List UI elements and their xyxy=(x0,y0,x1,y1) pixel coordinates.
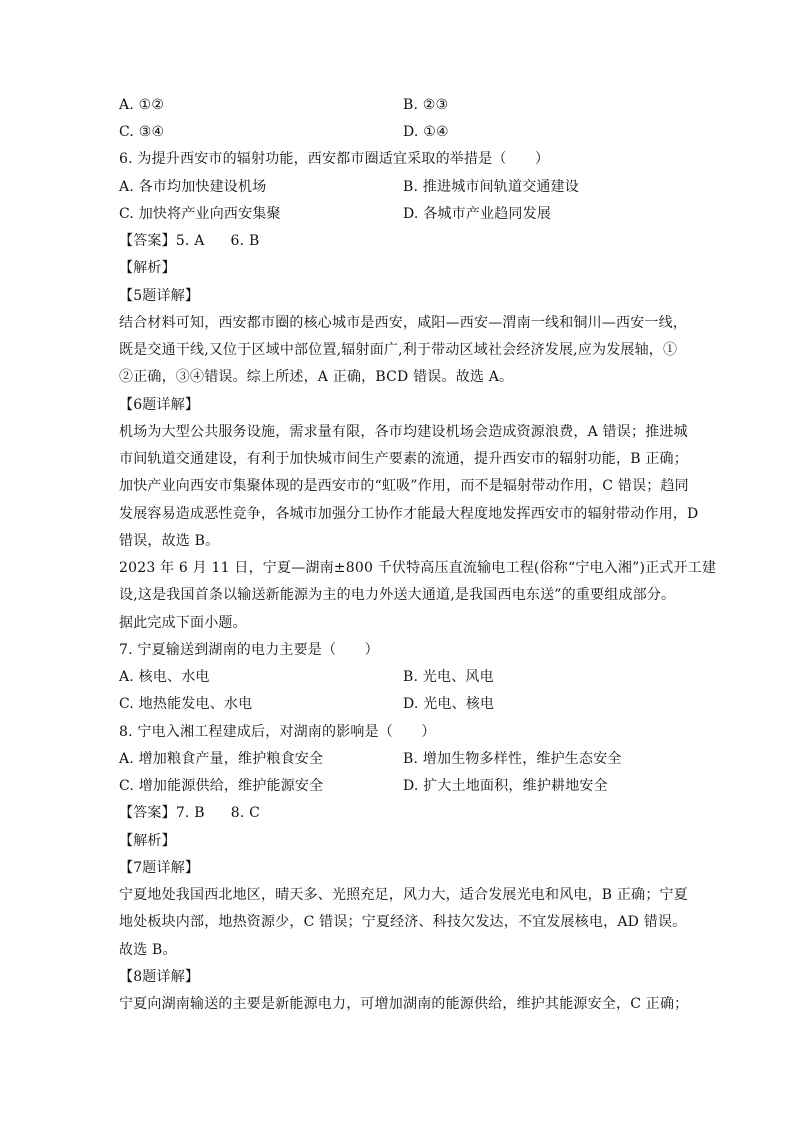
option-b: B. ②③ xyxy=(403,97,449,113)
detail-8-title: 【8题详解】 xyxy=(119,969,200,985)
answer-line-1 xyxy=(119,232,259,250)
material-line: 设,这是我国首条以输送新能源为主的电力外送大通道,是我国西电东送”的重要组成部分。 xyxy=(119,587,676,603)
analysis-heading-2: 【解析】 xyxy=(119,833,176,849)
detail-6-line: 发展容易造成恶性竞争，各城市加强分工协作才能最大程度地发挥西安市的辐射带动作用，D xyxy=(119,506,699,522)
detail-5-line: ②正确，③④错误。综上所述，A 正确，BCD 错误。故选 A。 xyxy=(119,369,514,385)
material-line: 据此完成下面小题。 xyxy=(119,615,247,631)
detail-7-line: 宁夏地处我国西北地区，晴天多、光照充足，风力大，适合发展光电和风电，B 正确；宁夏 xyxy=(119,887,688,903)
q6-option-b: B. 推进城市间轨道交通建设 xyxy=(403,179,579,195)
material-line: 2023 年 6 月 11 日，宁夏—湖南±800 千伏特高压直流输电工程(俗称“宁电入湘”)正式开工建 xyxy=(119,560,717,576)
q8-option-d: D. 扩大土地面积，维护耕地安全 xyxy=(403,778,608,794)
answer-6: 6. B xyxy=(230,233,260,249)
option-d: D. ①④ xyxy=(403,124,449,140)
option-a: A. ①② xyxy=(119,97,165,113)
q8-option-b: B. 增加生物多样性，维护生态安全 xyxy=(403,751,622,767)
q6-option-d: D. 各城市产业趋同发展 xyxy=(403,206,552,222)
answer-line-2 xyxy=(119,804,260,822)
question-8-stem: 8. 宁电入湘工程建成后，对湖南的影响是（ ） xyxy=(119,724,436,740)
detail-6-line: 错误，故选 B。 xyxy=(119,533,220,549)
answer-label: 【答案】 xyxy=(119,233,176,249)
q7-option-a: A. 核电、水电 xyxy=(119,669,210,685)
q7-option-d: D. 光电、核电 xyxy=(403,696,495,712)
detail-7-line: 地处板块内部，地热资源少，C 错误；宁夏经济、科技欠发达，不宜发展核电，AD 错误。 xyxy=(119,914,687,930)
detail-5-line: 结合材料可知，西安都市圈的核心城市是西安，咸阳—西安—渭南一线和铜川—西安一线， xyxy=(119,315,687,331)
detail-7-title: 【7题详解】 xyxy=(119,860,200,876)
answer-5: 5. A xyxy=(175,233,205,249)
detail-6-title: 【6题详解】 xyxy=(119,397,200,413)
detail-6-line: 加快产业向西安市集聚体现的是西安市的“虹吸”作用，而不是辐射带动作用，C 错误；趋同 xyxy=(119,478,689,494)
detail-8-line: 宁夏向湖南输送的主要是新能源电力，可增加湖南的能源供给，维护其能源安全，C 正确； xyxy=(119,996,689,1012)
detail-6-line: 市间轨道交通建设，有利于加快城市间生产要素的流通，提升西安市的辐射功能，B 正确； xyxy=(119,451,688,467)
detail-5-title: 【5题详解】 xyxy=(119,288,200,304)
q7-option-b: B. 光电、风电 xyxy=(403,669,494,685)
q6-option-a: A. 各市均加快建设机场 xyxy=(119,179,267,195)
q6-option-c: C. 加快将产业向西安集聚 xyxy=(119,206,281,222)
answer-label: 【答案】 xyxy=(119,805,176,821)
option-c: C. ③④ xyxy=(119,124,165,140)
detail-7-line: 故选 B。 xyxy=(119,942,177,958)
answer-8: 8. C xyxy=(230,805,261,821)
option-row xyxy=(119,96,164,114)
q7-option-c: C. 地热能发电、水电 xyxy=(119,696,253,712)
question-6-stem: 6. 为提升西安市的辐射功能，西安都市圈适宜采取的举措是（ ） xyxy=(119,151,550,167)
detail-6-line: 机场为大型公共服务设施，需求量有限，各市均建设机场会造成资源浪费，A 错误；推进城 xyxy=(119,424,688,440)
detail-5-line: 既是交通干线,又位于区域中部位置,辐射面广,利于带动区域社会经济发展,应为发展轴，① xyxy=(119,342,678,358)
answer-7: 7. B xyxy=(175,805,205,821)
analysis-heading-1: 【解析】 xyxy=(119,260,176,276)
q8-option-a: A. 增加粮食产量，维护粮食安全 xyxy=(119,751,324,767)
question-7-stem: 7. 宁夏输送到湖南的电力主要是（ ） xyxy=(119,642,379,658)
q8-option-c: C. 增加能源供给，维护能源安全 xyxy=(119,778,324,794)
